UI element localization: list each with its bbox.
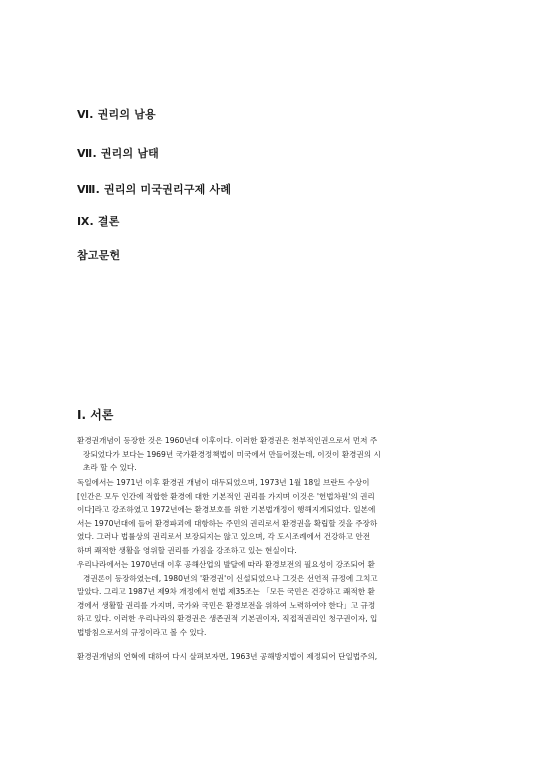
paragraph-1 — [77, 434, 472, 475]
toc-item-references: 참고문헌 — [77, 249, 121, 262]
toc-item-7: Ⅶ. 권리의 남태 — [77, 147, 160, 160]
paragraph-4 — [77, 650, 472, 664]
toc-item-8: Ⅷ. 권리의 미국권리구제 사례 — [77, 183, 232, 196]
text-line: 였다. 그러나 법률상의 권리로서 보장되지는 않고 있으며, 각 도시조례에서 건강하고 안전 — [77, 532, 371, 542]
text-line: 서는 1970년대에 들어 환경파괴에 대항하는 주민의 권리로서 환경권을 확립할 것을 주장하 — [77, 518, 378, 528]
text-line: 환경권개념의 연혁에 대하여 다시 살펴보자면, 1963년 공해방지법이 제정되어 단일법주의, — [77, 652, 378, 661]
text-line: 하며 쾌적한 생활을 영위할 권리를 가짐을 강조하고 있는 현실이다. — [77, 545, 297, 555]
toc-item-6: Ⅵ. 권리의 남용 — [77, 108, 156, 121]
text-line: 이다]라고 강조하였고 1972년에는 환경보호를 위한 기본법개정이 행해지게되었다. 일본에 — [77, 505, 376, 515]
text-line: 환경권개념이 등장한 것은 1960년대 이후이다. 이러한 환경권은 천부적인권으로서 먼저 주 — [77, 436, 378, 445]
paragraph-2 — [77, 476, 472, 558]
paragraph-3 — [77, 558, 472, 640]
text-line: 독일에서는 1971년 이후 환경권 개념이 대두되었으며, 1973년 1월 18일 브란트 수상이 — [77, 478, 370, 487]
section-title: Ⅰ. 서론 — [77, 408, 114, 422]
toc-item-9: Ⅸ. 결론 — [77, 215, 120, 228]
text-line: 경권론이 등장하였는데, 1980년의 '환경권'이 신설되었으나 그것은 선언적 규정에 그치고 — [83, 573, 378, 583]
text-line: 법방침으로서의 규정이라고 볼 수 있다. — [77, 627, 207, 637]
text-line: [인간은 모두 인간에 적합한 환경에 대한 기본적인 권리를 가지며 이것은 '헌법차원'의 권리 — [77, 491, 375, 501]
text-line: 장되었다가 보다는 1969년 국가환경정책법이 미국에서 만들어졌는데, 이것이 환경권의 시 — [83, 449, 381, 459]
text-line: 경에서 생활할 권리를 가지며, 국가와 국민은 환경보전을 위하여 노력하여야 한다」고 규정 — [77, 600, 376, 610]
text-line: 말았다. 그리고 1987년 제9차 개정에서 헌법 제35조는 「모든 국민은 건강하고 쾌적한 환 — [77, 587, 375, 597]
text-line: 초라 할 수 있다. — [83, 463, 137, 473]
text-line: 하고 있다. 이러한 우리나라의 환경권은 생존권적 기본권이자, 직접적권리인 청구권이자, 입 — [77, 614, 378, 624]
text-line: 우리나라에서는 1970년대 이후 공해산업의 발달에 따라 환경보전의 필요성이 강조되어 환 — [77, 560, 375, 569]
